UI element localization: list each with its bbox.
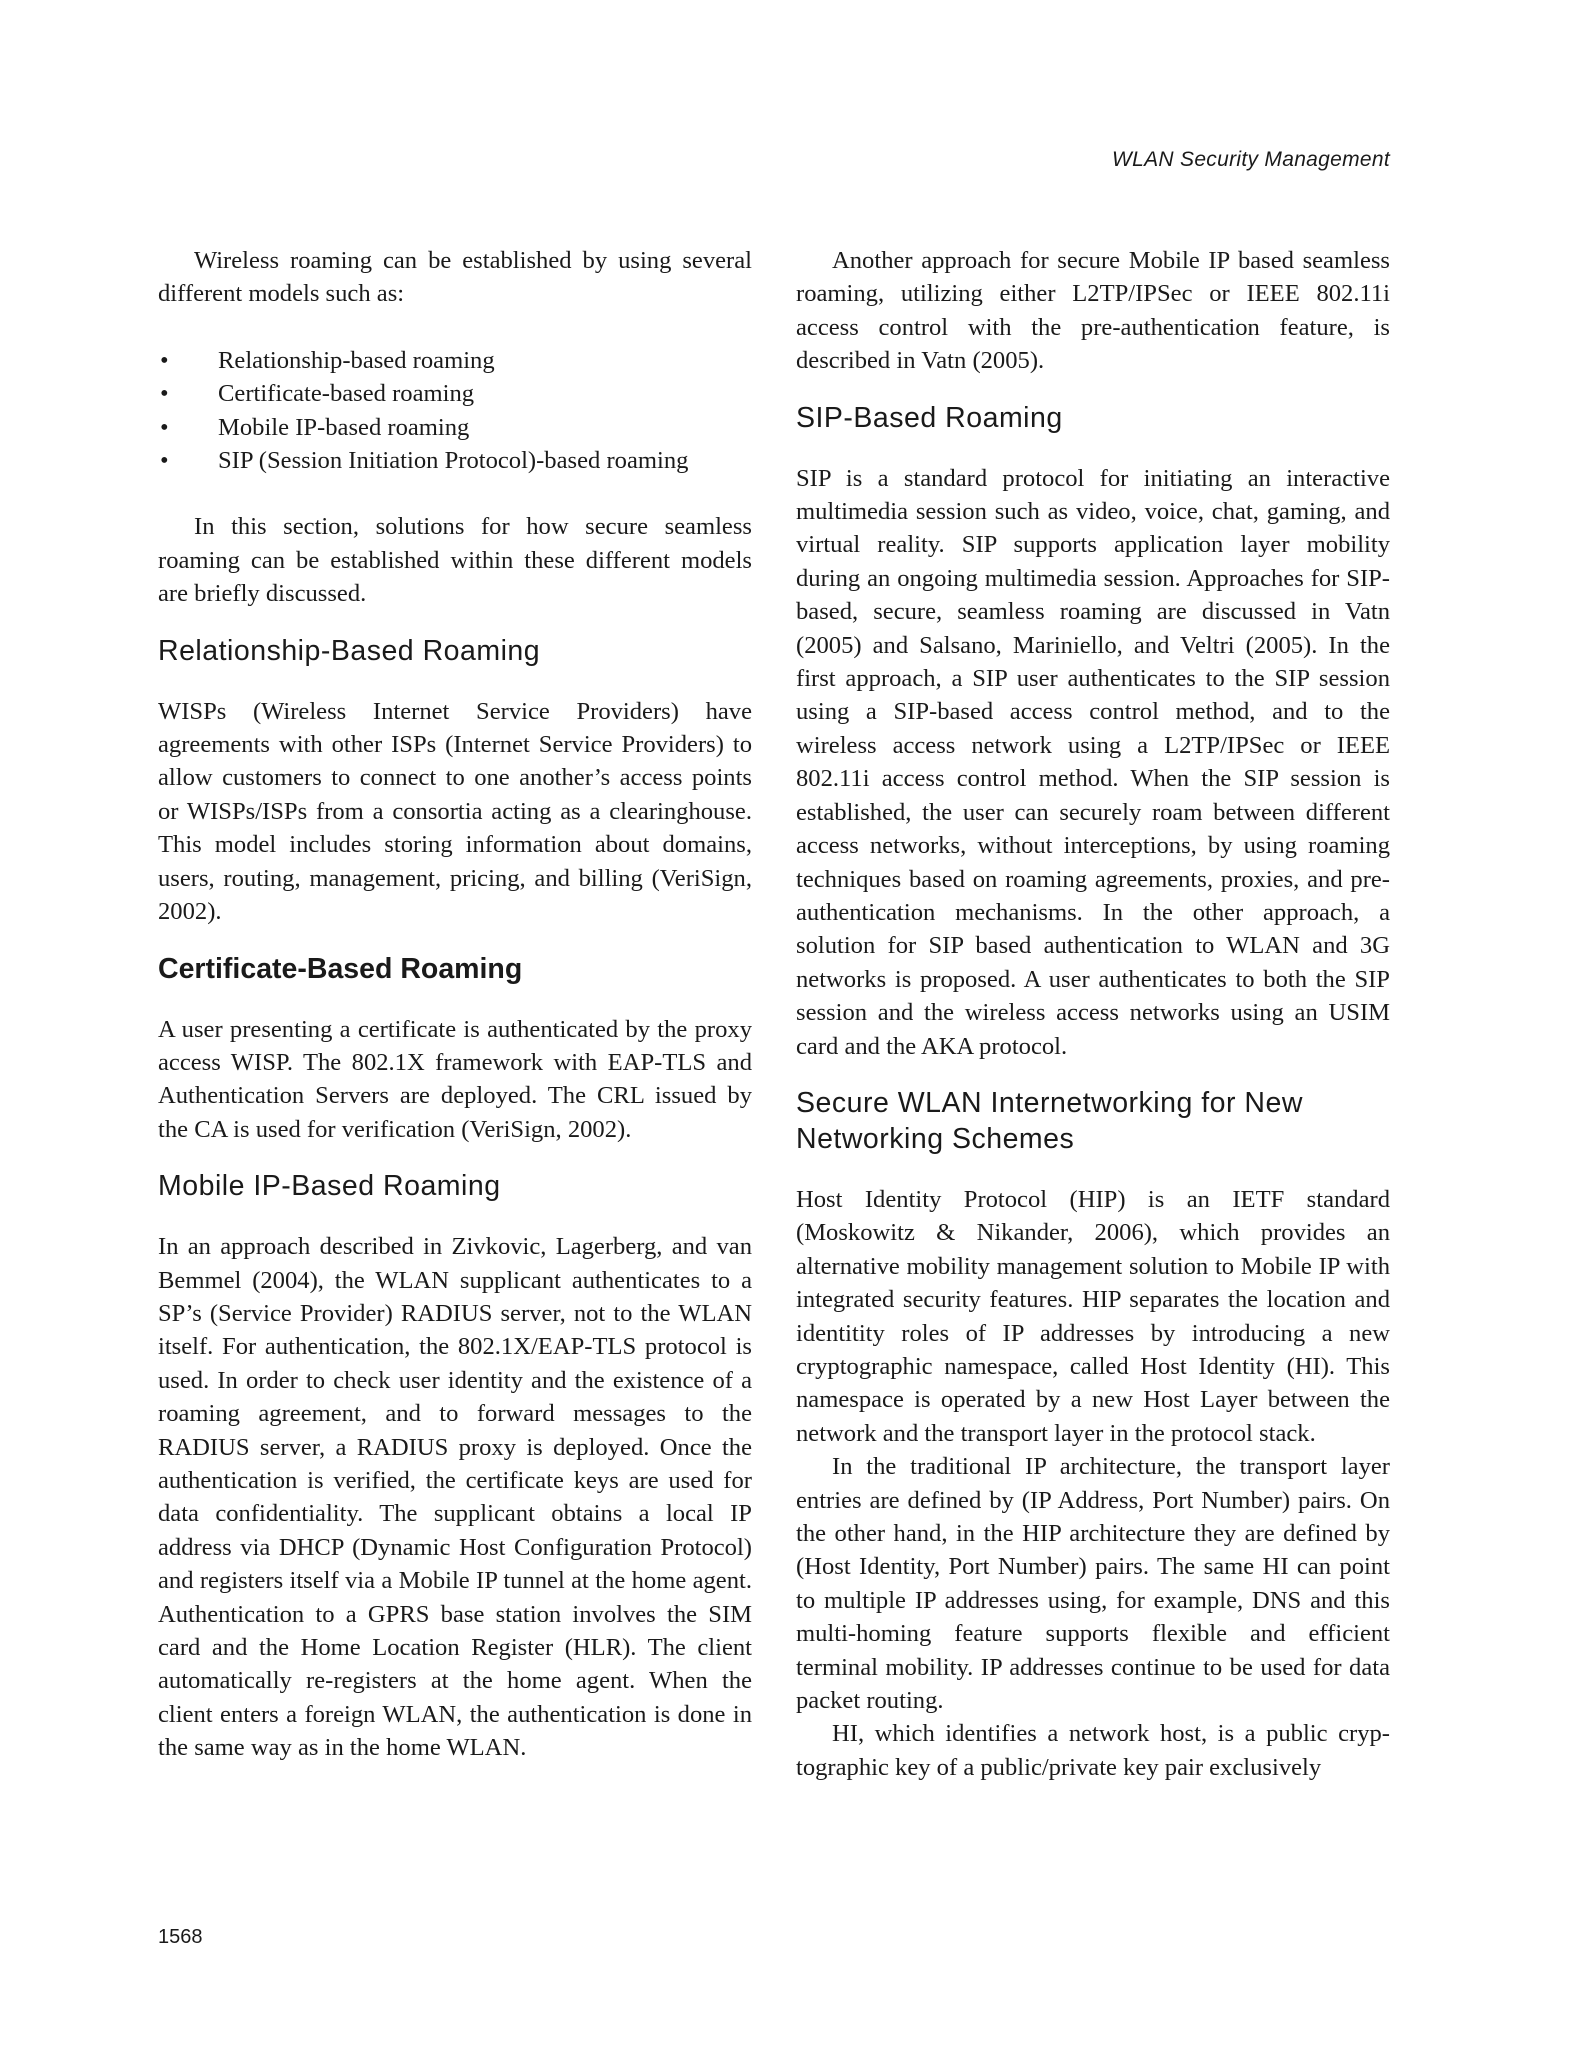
left-column [158,244,752,1765]
bullet-icon: • [160,447,169,475]
mobile-ip-continuation-paragraph: Another approach for secure Mobile IP based seamless roaming, utilizing either L2TP/IPSec or IEEE 802.11i access control with the pre-authentication feature, is described in Vatn (2005). [796,247,1390,375]
list-item-text: SIP (Session Initiation Protocol)-based roaming [218,447,689,475]
roaming-models-intro: Wireless roaming can be established by using several different models such as: [158,247,752,308]
list-item [158,411,752,444]
right-column [796,244,1390,1784]
bullet-icon: • [160,413,169,441]
list-item [158,344,752,377]
relationship-roaming-heading: Relationship-Based Roaming [158,634,541,667]
secure-wlan-heading: Secure WLAN Internetworking for New Networking Schemes [796,1086,1303,1155]
mobile-ip-roaming-heading: Mobile IP-Based Roaming [158,1170,501,1203]
list-item-text: Certificate-based roaming [218,380,475,408]
certificate-roaming-heading: Certificate-Based Roaming [158,952,523,985]
section-intro-paragraph: In this section, solutions for how secure seamless roaming can be established within these different models are briefly discussed. [158,513,752,608]
hip-paragraph: Host Identity Protocol (HIP) is an IETF standard (Moskowitz & Nikander, 2006), which provides an alternative mobility management solution to Mobile IP with integrated security features. HIP separates the location and identitity roles of IP addresses by introducing a new cryptographic namespace, called Host Identity (HI). This namespace is operated by a new Host Layer between the network and the transport layer in the protocol stack. [796,1185,1390,1447]
running-header-title: WLAN Security Management [1112,148,1390,171]
bullet-icon: • [160,380,169,408]
list-item [158,377,752,410]
sip-roaming-paragraph: SIP is a standard protocol for initiating an interactive multimedia session such as video, voice, chat, gaming, and virtual reality. SIP supports application layer mobility during an ongoing multimedia session. Approaches for SIP-based, secure, seamless roaming are discussed in Vatn (2005) and Salsano, Mariniello, and Veltri (2005). In the first approach, a SIP user authenticates to the SIP session using a SIP-based access control method, and to the wireless access network using a L2TP/IPSec or IEEE 802.11i access control method. When the SIP session is established, the user can securely roam between different access networks, without interceptions, by using roaming techniques based on roaming agreements, proxies, and pre-authentication mechanisms. In the other approach, a solution for SIP based authentication to WLAN and 3G networks is proposed. A user authenticates to both the SIP session and the wireless access networks using an USIM card and the AKA protocol. [796,464,1390,1060]
certificate-roaming-paragraph: A user presenting a certificate is authenticated by the proxy access WISP. The 802.1X framework with EAP-TLS and Authentication Servers are deployed. The CRL issued by the CA is used for verification (VeriSign, 2002). [158,1015,752,1143]
bullet-icon: • [160,346,169,374]
roaming-models-list [158,344,752,478]
sip-roaming-heading: SIP-Based Roaming [796,401,1063,434]
page-number: 1568 [158,1926,203,1948]
relationship-roaming-paragraph: WISPs (Wireless Internet Service Providers) have agreements with other ISPs (Internet Service Providers) to allow customers to connect to one another’s access points or WISPs/ISPs from a consortia acting as a clearinghouse. This model includes storing information about domains, users, routing, management, pricing, and billing (VeriSign, 2002). [158,697,752,926]
mobile-ip-roaming-paragraph: In an approach described in Zivkovic, Lagerberg, and van Bemmel (2004), the WLAN supplicant authenticates to a SP’s (Service Provider) RADIUS server, not to the WLAN itself. For authentication, the 802.1X/EAP-TLS protocol is used. In order to check user identity and the existence of a roaming agreement, and to forward messages to the RADIUS server, a RADIUS proxy is deployed. Once the authentication is verified, the certificate keys are used for data confidentiality. The supplicant obtains a local IP address via DHCP (Dynamic Host Configuration Protocol) and registers itself via a Mobile IP tunnel at the home agent. Authentication to a GPRS base station involves the SIM card and the Home Location Register (HLR). The client automatically re-registers at the home agent. When the client enters a foreign WLAN, the authentication is done in the same way as in the home WLAN. [158,1233,752,1762]
ip-architecture-paragraph: In the traditional IP architecture, the transport layer entries are defined by (IP Address, Port Number) pairs. On the other hand, in the HIP architecture they are defined by (Host Identity, Port Number) pairs. The same HI can point to multiple IP addresses using, for example, DNS and this multi-homing feature supports flexible and efficient terminal mobility. IP addresses continue to be used for data packet routing. [796,1453,1390,1715]
list-item [158,444,752,477]
list-item-text: Mobile IP-based roaming [218,413,470,441]
list-item-text: Relationship-based roaming [218,346,495,374]
host-identity-paragraph: HI, which identifies a network host, is a public cryptographic key of a public/private key pair exclusively [796,1720,1390,1781]
